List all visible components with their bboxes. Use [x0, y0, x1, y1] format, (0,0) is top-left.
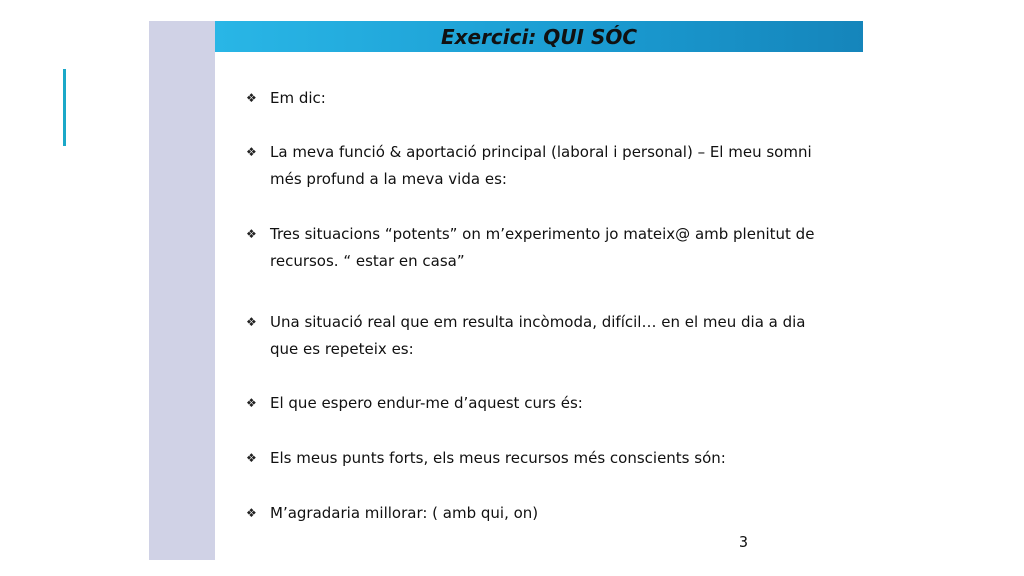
diamond-bullet-icon: ❖: [246, 227, 257, 241]
diamond-bullet-icon: ❖: [246, 396, 257, 410]
list-item: [246, 139, 826, 193]
list-item-text: Els meus punts forts, els meus recursos més conscients són:: [270, 449, 726, 467]
list-item: [246, 500, 826, 527]
side-panel: [149, 21, 215, 560]
diamond-bullet-icon: ❖: [246, 145, 257, 159]
diamond-bullet-icon: ❖: [246, 91, 257, 105]
accent-line: [63, 69, 66, 146]
list-item-text: Una situació real que em resulta incòmoda, difícil… en el meu dia a dia que es repeteix es:: [270, 313, 806, 358]
list-item-text: La meva funció & aportació principal (laboral i personal) – El meu somni més profund a la meva vida es:: [270, 143, 812, 188]
list-item-text: M’agradaria millorar: ( amb qui, on): [270, 504, 539, 522]
list-item: [246, 309, 826, 363]
diamond-bullet-icon: ❖: [246, 506, 257, 520]
list-item-text: Tres situacions “potents” on m’experimento jo mateix@ amb plenitut de recursos. “ estar en casa”: [270, 225, 815, 270]
title-bar: [215, 21, 863, 52]
list-item: [246, 390, 826, 417]
list-item-text: El que espero endur-me d’aquest curs és:: [270, 394, 583, 412]
slide-title: Exercici: QUI SÓC: [440, 24, 638, 49]
page-number: 3: [739, 533, 749, 551]
list-item: [246, 85, 826, 112]
list-item: [246, 445, 826, 472]
diamond-bullet-icon: ❖: [246, 451, 257, 465]
list-item-text: Em dic:: [270, 89, 326, 107]
list-item: [246, 221, 826, 275]
diamond-bullet-icon: ❖: [246, 315, 257, 329]
